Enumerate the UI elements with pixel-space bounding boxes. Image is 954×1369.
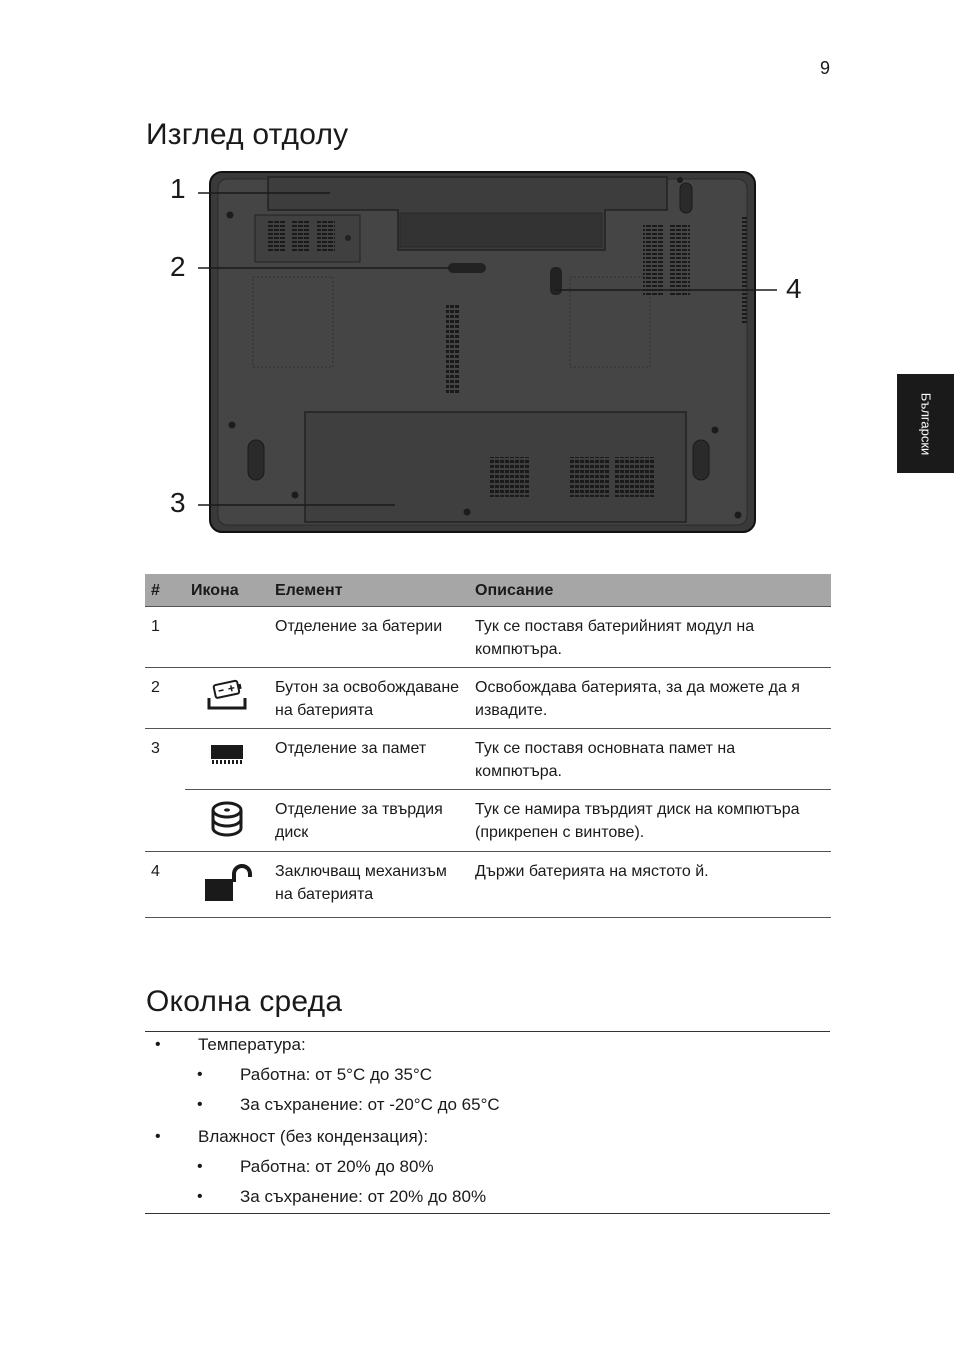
laptop-bottom-figure	[160, 165, 820, 540]
list-item-temp-storage	[145, 1093, 830, 1123]
callout-2: 2	[170, 251, 186, 282]
row-description: Освобождава батерията, за да можете да я извадите.	[469, 668, 831, 729]
row-description: Тук се намира твърдият диск на компютъра (прикрепен с винтове).	[469, 790, 831, 852]
bullet: •	[155, 1128, 161, 1145]
bullet: •	[155, 1036, 161, 1053]
row-number: 2	[145, 668, 185, 729]
row-element: Бутон за освобождаване на батерията	[269, 668, 469, 729]
env-top-rule	[145, 1031, 830, 1032]
component-table	[145, 574, 831, 918]
humidity-operating: Работна: от 20% до 80%	[240, 1157, 434, 1176]
bullet: •	[197, 1066, 203, 1083]
row-number: 3	[145, 729, 185, 852]
temperature-storage: За съхранение: от -20°C до 65°C	[240, 1095, 500, 1114]
list-item-temp-operating	[145, 1063, 830, 1093]
table-header-row	[145, 574, 831, 607]
hard-disk-icon	[209, 800, 245, 838]
language-tab	[897, 374, 954, 473]
section-title-bottom-view: Изглед отдолу	[146, 118, 349, 151]
table-row	[145, 668, 831, 729]
temperature-label: Температура:	[198, 1035, 306, 1054]
row-description: Държи батерията на мястото й.	[469, 852, 831, 918]
callout-4: 4	[786, 273, 802, 304]
memory-icon	[209, 739, 245, 767]
row-number: 4	[145, 852, 185, 918]
row-element: Отделение за батерии	[269, 607, 469, 668]
row-description: Тук се поставя батерийният модул на компютъра.	[469, 607, 831, 668]
row-element: Отделение за твърдия диск	[269, 790, 469, 852]
table-row	[145, 790, 831, 852]
page-number: 9	[819, 58, 830, 78]
list-item-temperature	[145, 1033, 830, 1063]
language-tab-label: Български	[918, 392, 933, 455]
bullet: •	[197, 1188, 203, 1205]
header-icon: Икона	[185, 574, 269, 607]
table-row	[145, 607, 831, 668]
callout-1: 1	[170, 173, 186, 204]
header-description: Описание	[469, 574, 831, 607]
environment-list	[145, 1033, 830, 1215]
table-row	[145, 729, 831, 790]
temperature-operating: Работна: от 5°C до 35°C	[240, 1065, 433, 1084]
unlock-icon	[201, 862, 253, 904]
callout-3: 3	[170, 487, 186, 518]
bullet: •	[197, 1096, 203, 1113]
battery-release-icon	[206, 678, 248, 710]
row-icon-empty	[185, 607, 269, 668]
humidity-storage: За съхранение: от 20% до 80%	[240, 1187, 487, 1206]
humidity-label: Влажност (без кондензация):	[198, 1127, 429, 1146]
section-title-environment: Околна среда	[146, 985, 343, 1018]
list-item-humidity-operating	[145, 1155, 830, 1185]
table-row	[145, 852, 831, 918]
row-element: Отделение за памет	[269, 729, 469, 790]
list-item-humidity-storage	[145, 1185, 830, 1215]
row-number: 1	[145, 607, 185, 668]
header-number: #	[145, 574, 185, 607]
list-item-humidity	[145, 1125, 830, 1155]
header-element: Елемент	[269, 574, 469, 607]
row-element: Заключващ механизъм на батерията	[269, 852, 469, 918]
laptop-bottom-illustration	[160, 165, 820, 540]
env-bottom-rule	[145, 1213, 830, 1214]
row-description: Тук се поставя основната памет на компютъра.	[469, 729, 831, 790]
bullet: •	[197, 1158, 203, 1175]
